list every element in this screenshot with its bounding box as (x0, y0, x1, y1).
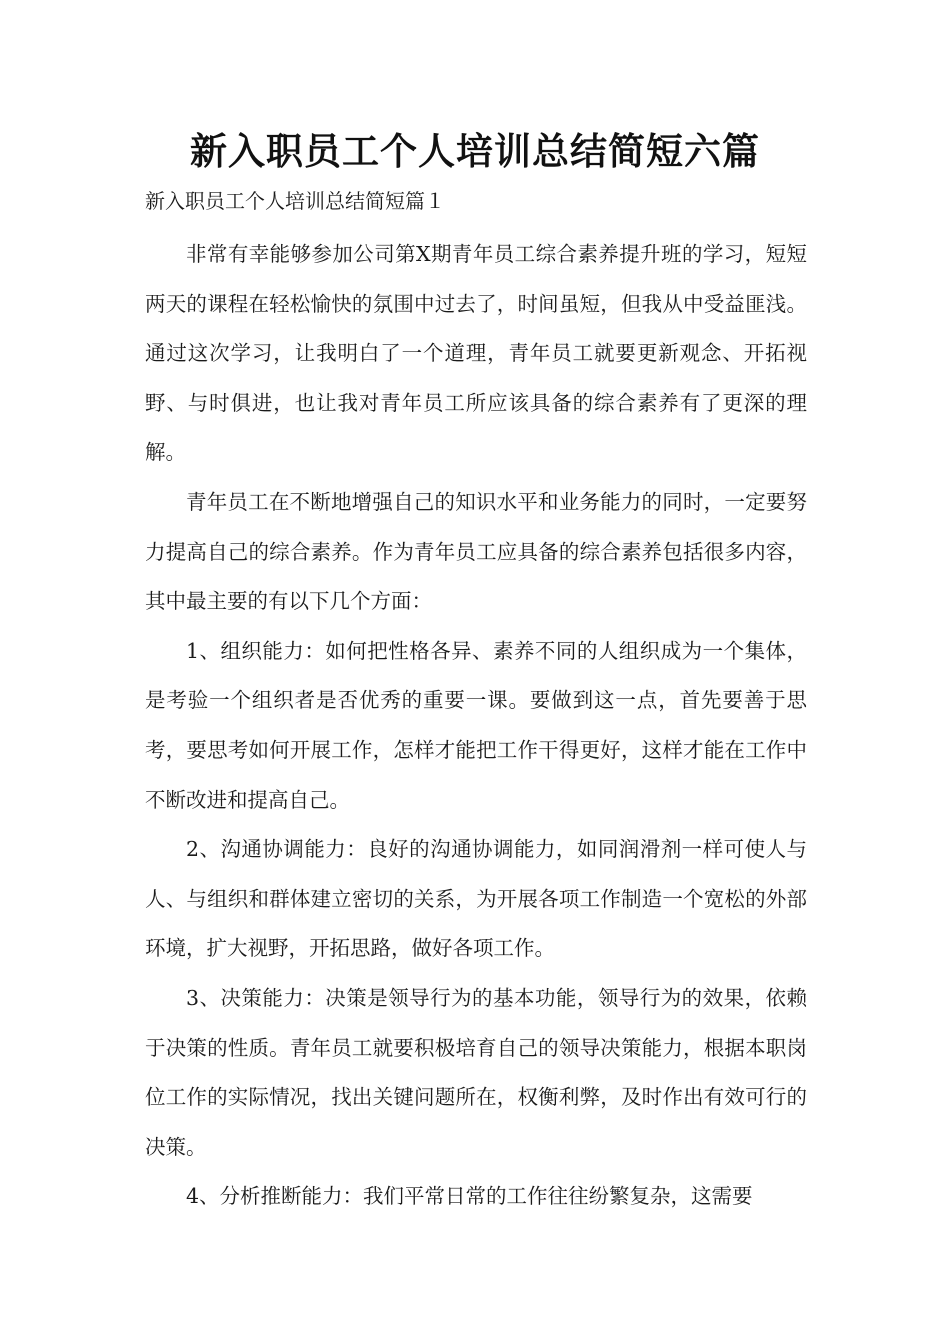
document-body (145, 230, 807, 1222)
paragraph-analysis: 4、分析推断能力：我们平常日常的工作往往纷繁复杂，这需要 (186, 1184, 753, 1209)
paragraph-organization: 1、组织能力：如何把性格各异、素养不同的人组织成为一个集体，是考验一个组织者是否优秀的重要一课。要做到这一点，首先要善于思考，要思考如何开展工作，怎样才能把工作干得更好，这样才能在工作中不断改进和提高自己。 (145, 638, 807, 812)
paragraph-communication: 2、沟通协调能力：良好的沟通协调能力，如同润滑剂一样可使人与人、与组织和群体建立密切的关系，为开展各项工作制造一个宽松的外部环境，扩大视野，开拓思路，做好各项工作。 (145, 837, 807, 961)
section-heading: 新入职员工个人培训总结简短篇１ (145, 189, 445, 213)
paragraph-decision: 3、决策能力：决策是领导行为的基本功能，领导行为的效果，依赖于决策的性质。青年员工就要积极培育自己的领导决策能力，根据本职岗位工作的实际情况，找出关键问题所在，权衡利弊，及时作出有效可行的决策。 (145, 985, 807, 1159)
paragraph-overview: 青年员工在不断地增强自己的知识水平和业务能力的同时，一定要努力提高自己的综合素养。作为青年员工应具备的综合素养包括很多内容，其中最主要的有以下几个方面： (145, 489, 807, 614)
paragraph-intro: 非常有幸能够参加公司第X期青年员工综合素养提升班的学习，短短两天的课程在轻松愉快的氛围中过去了，时间虽短，但我从中受益匪浅。通过这次学习，让我明白了一个道理，青年员工就要更新观念、开拓视野、与时俱进，也让我对青年员工所应该具备的综合素养有了更深的理解。 (145, 242, 807, 465)
document-title: 新入职员工个人培训总结简短六篇 (190, 130, 760, 173)
